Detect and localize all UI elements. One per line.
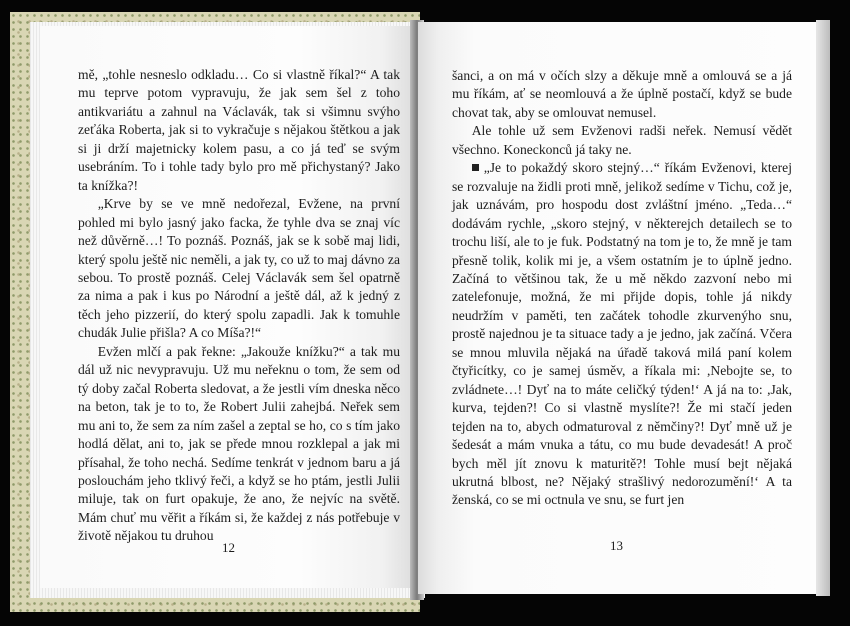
paragraph-text: „Je to pokaždý skoro stejný…“ říkám Evženovi, kterej se rozvaluje na židli proti mně, jelikož sedíme v Tichu, což je, jak uznávám, pro hospodu dost zvláštní jméno. „Teda…“ dodávám rychle, „skoro stejný, v některejch detailech se to trochu liší, ale to je fuk. Podstatný na tom je to, že mně je tam přesně tolik, kolik mi je, a všem ostatním je to úplně jedno. Začíná to většinou tak, že u mě někdo zazvoní nebo mi zatelefonuje, možná, že mi přijde dopis, tohle já nikdy neudržím v paměti, ten začátek tohodle zkurvenýho snu, prostě najednou je ta situace tady a je jedno, jak začíná. Včera se mnou mluvila nějaká na úřadě taková milá paní kolem čtyřicítky, co je samej úsměv, a říkala mi: ,Nebojte se, to zvládnete…! Dyť na to máte celičký týden!‘ A já na to: ,Jak, kurva, tejden?! Co si vlastně myslíte?! Že mi stačí jeden tejden na to, abych odmaturoval z němčiny?! Dyť mně už je šedesát a mám vnuka a tátu, co mu bude devadesát! A proč bych měl jít znovu k maturitě?! Tohle musí bejt nějaká ukrutná blbost, ne? Nějaký strašlivý nedorozumění!‘ A ta ženská, co se mi octnula ve snu, se furt jen [452, 160, 792, 508]
page-number-right: 13 [610, 538, 623, 553]
page-number-left: 12 [222, 540, 235, 555]
left-page [40, 26, 412, 588]
section-paragraph [452, 159, 792, 510]
section-bullet-icon [472, 164, 479, 171]
left-page-text [78, 66, 400, 546]
right-page-edge [816, 20, 830, 596]
paragraph: Ale tohle už sem Evženovi radši neřek. Nemusí vědět všechno. Koneckonců já taky ne. [452, 123, 792, 157]
paragraph: mě, „tohle nesneslo odkladu… Co si vlastně říkal?“ A tak mu teprve potom vypravuju, že jak sem šel z toho antikvariátu a zahnul na Václavák, tak si všimnu svýho zeťáka Roberta, jak si to vykračuje s nějakou štětkou a jak si ji drží majetnicky kolem pasu, a co já teď se svým usebráním. To i tohle tady bylo pro mě přichystaný? Jako ta knížka?! [78, 67, 400, 193]
paragraph: „Krve by se ve mně nedořezal, Evžene, na první pohled mi bylo jasný jako facka, že tyhle dva se znaj víc než důvěrně…! To poznáš. Poznáš, jak se k sobě maj lidi, který spolu ještě nic neměli, a jak ty, co už to maj dávno za sebou. To prostě poznáš. Celej Václavák sem šel opatrně za nima a pak i kus po Národní a ještě dál, až k jedný z těch jeho pizzerií, do který spolu zapadli. Jak k tomuhle chudák Julie přišla? A co Míša?!“ [78, 196, 400, 341]
right-page-text [452, 67, 792, 510]
paragraph: šanci, a on má v očích slzy a děkuje mně a omlouvá se a já mu říkám, ať se neomlouvá a že úplně postačí, když se bude chovat tak, aby se omlouvat nemusel. [452, 68, 792, 120]
paragraph: Evžen mlčí a pak řekne: „Jakouže knížku?“ a tak mu dál už nic nevypravuju. Už mu neřeknu o tom, že sem od tý doby začal Roberta sledovat, a že jestli vím dneska něco na beton, tak je to to, že Robert Julii zahejbá. Neřek sem mu ani to, že sem za ním zašel a zeptal se ho, co s tím jako hodlá dělat, ani to, jak se přede mnou rozklepal a jak mi přísahal, že toho nechá. Sedíme tenkrát v jednom baru a já poslouchám jeho tklivý řeči, a když se ho ptám, jestli Julii miluje, tak on furt opakuje, že ano, že nejvíc na světě. Mám chuť mu věřit a říkám si, že každej z nás potřebuje v životě nějakou tu druhou [78, 343, 400, 544]
right-page [418, 22, 820, 594]
